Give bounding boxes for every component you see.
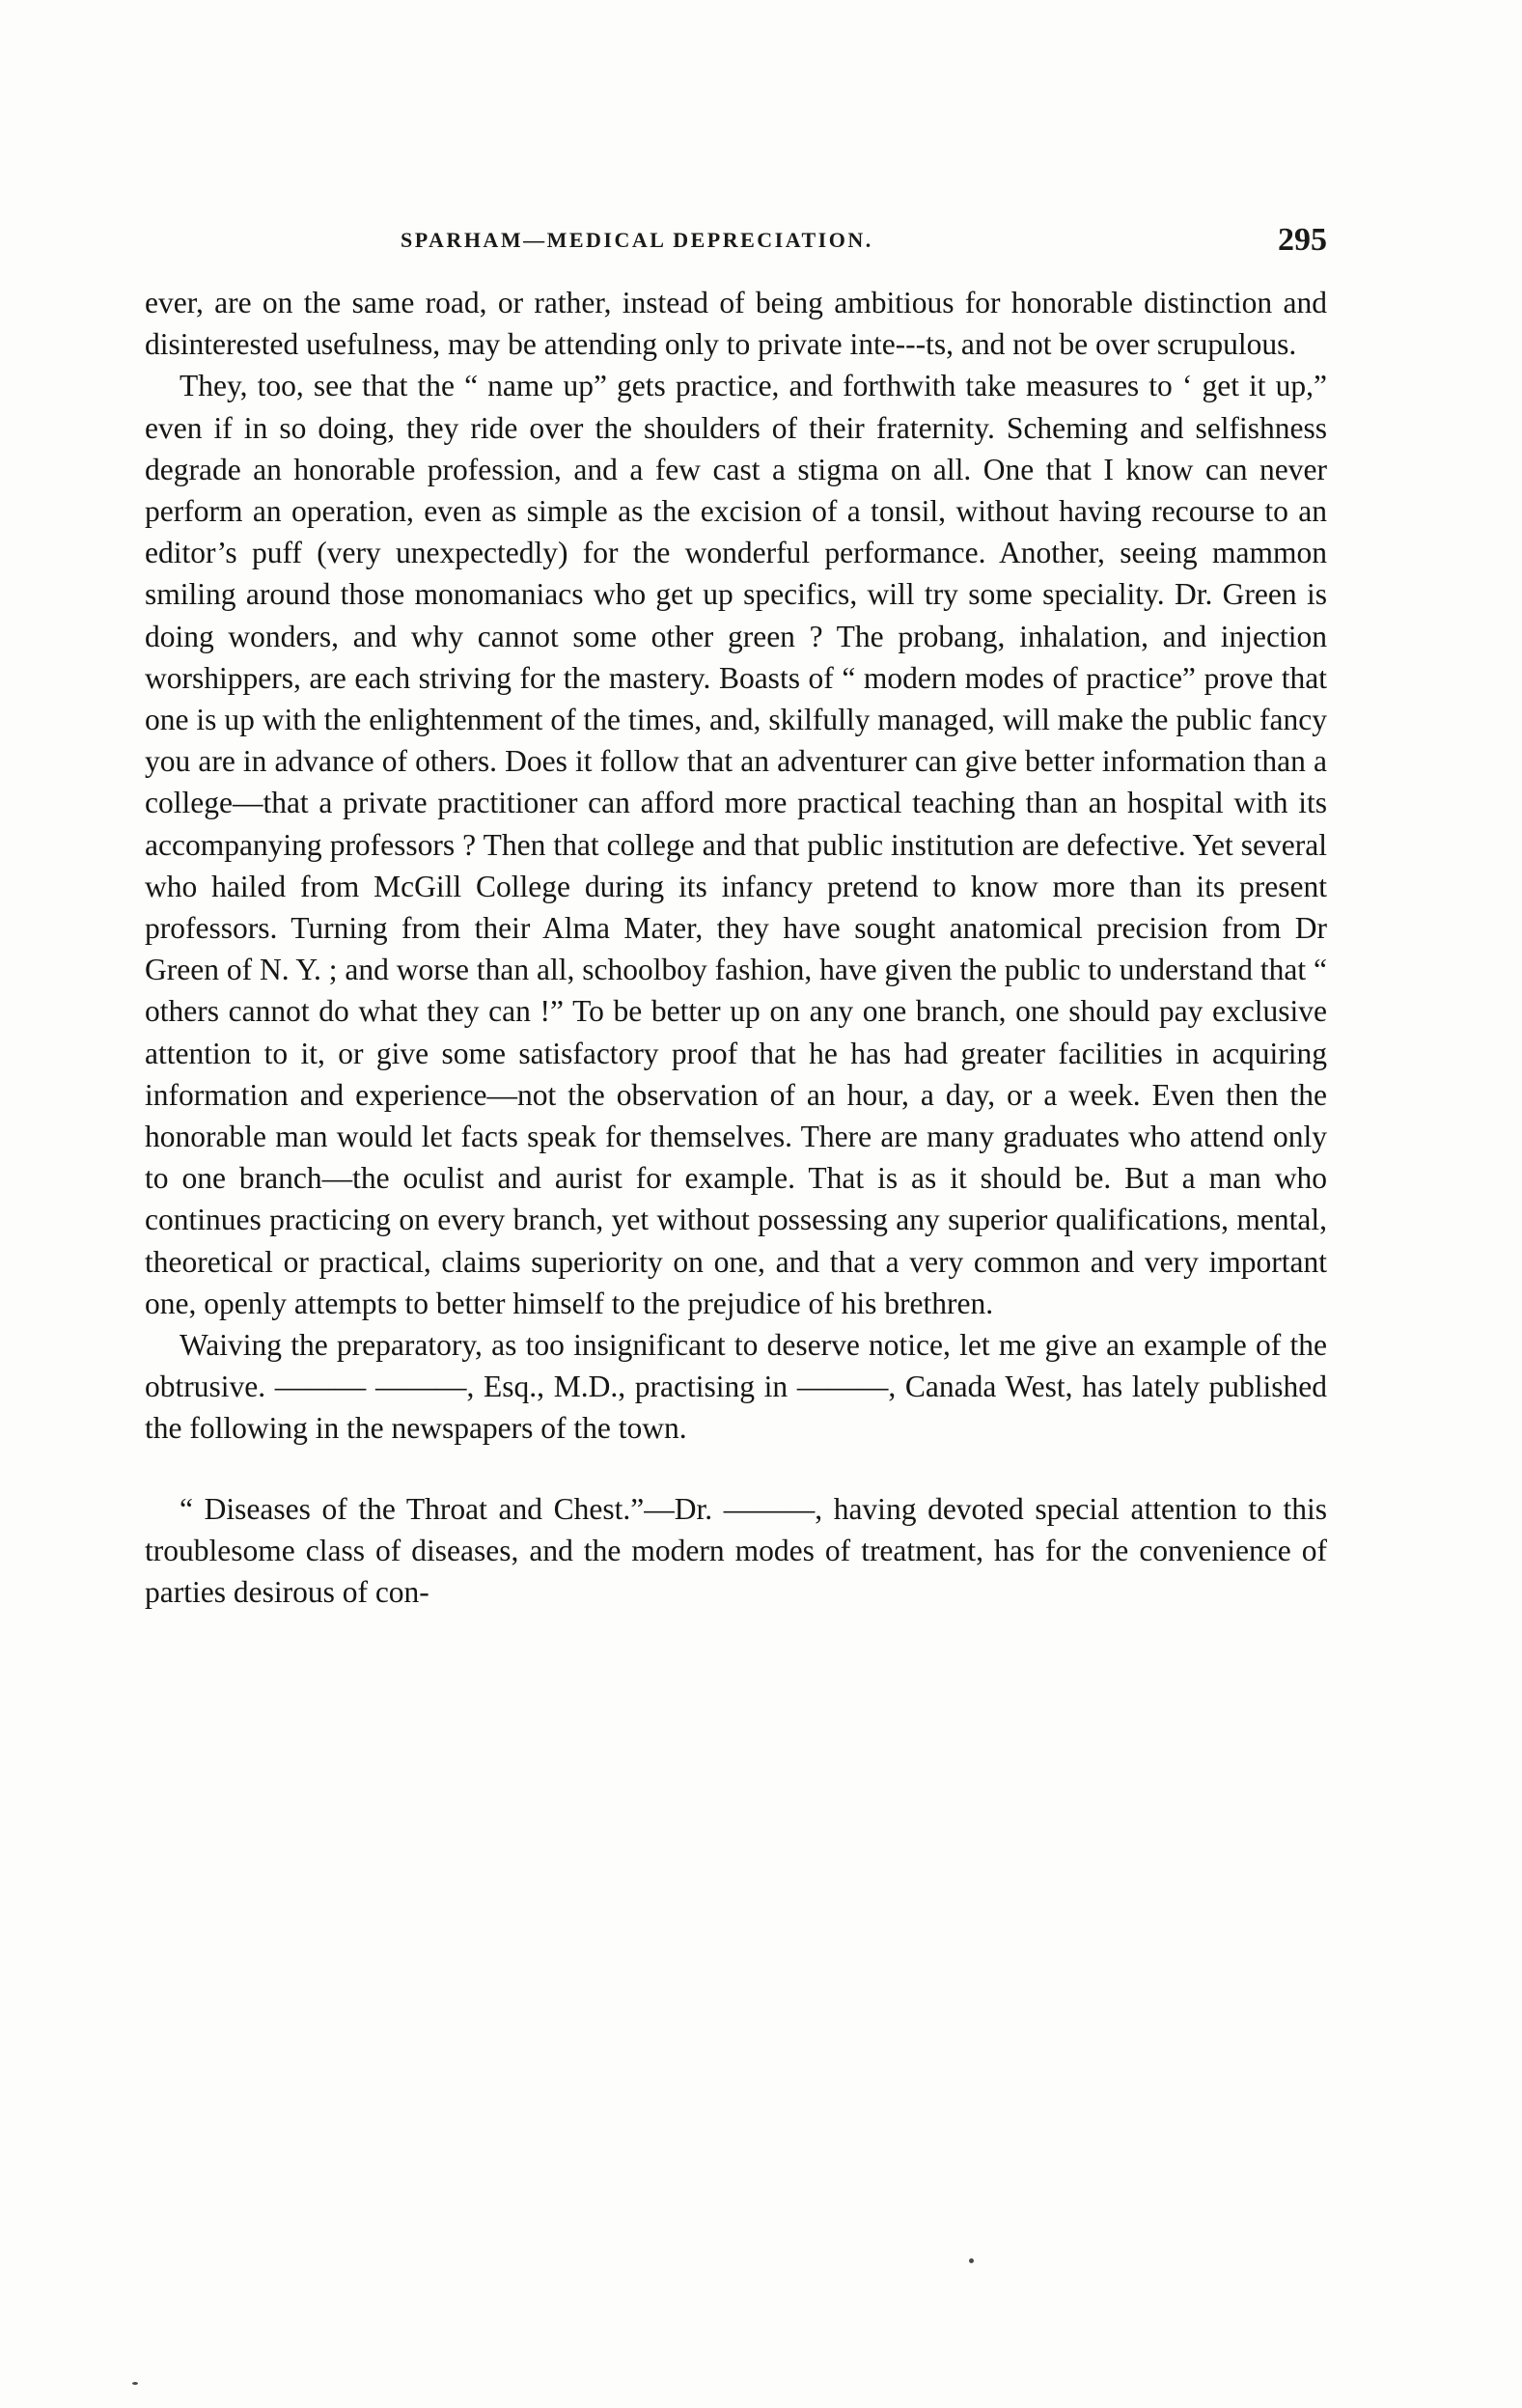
paragraph-continuation: ever, are on the same road, or rather, instead of being ambitious for honorable distinction and disinterested usefulness, may be attending only to private inte-‑-ts, and not be over scrupulous.: [145, 286, 1327, 362]
paragraph-waiving: Waiving the preparatory, as too insignificant to deserve notice, let me give an example of the obtrusive. ——— ———, Esq., M.D., practising in ———, Canada West, has lately published the following in the newspapers of the town.: [145, 1328, 1327, 1446]
print-speck: [132, 2382, 138, 2385]
running-title: SPARHAM—MEDICAL DEPRECIATION.: [401, 228, 873, 252]
body-text: [145, 282, 1327, 1613]
print-speck: [969, 2258, 974, 2263]
paragraph-name-up: They, too, see that the “ name up” gets practice, and forthwith take measures to ‘ get it up,” even if in so doing, they ride over the shoulders of their fraternity. Scheming and selfishness degrade an honorable profession, and a few cast a stigma on all. One that I know can never perform an operation, even as simple as the excision of a tonsil, without having recourse to an editor’s puff (very unexpectedly) for the wonderful performance. Another, seeing mammon smiling around those monomaniacs who get up specifics, will try some speciality. Dr. Green is doing wonders, and why cannot some other green ? The probang, inhalation, and injection worshippers, are each striving for the mastery. Boasts of “ modern modes of practice” prove that one is up with the enlightenment of the times, and, skilfully managed, will make the public fancy you are in advance of others. Does it follow that an adventurer can give better information than a college—that a private practitioner can afford more practical teaching than an hospital with its accompanying professors ? Then that college and that public institution are defective. Yet several who hailed from McGill College during its infancy pretend to know more than its present professors. Turning from their Alma Mater, they have sought anatomical precision from Dr Green of N. Y. ; and worse than all, schoolboy fashion, have given the public to understand that “ others cannot do what they can !” To be better up on any one branch, one should pay exclusive attention to it, or give some satisfactory proof that he has had greater facilities in acquiring information and experience—not the observation of an hour, a day, or a week. Even then the honorable man would let facts speak for themselves. There are many graduates who attend only to one branch—the oculist and aurist for example. That is as it should be. But a man who continues practicing on every branch, yet without possessing any superior qualifications, mental, theoretical or practical, claims superiority on one, and that a very common and very important one, openly attempts to better himself to the prejudice of his brethren.: [145, 369, 1327, 1320]
page-number: 295: [1278, 222, 1327, 258]
paragraph-quoted-advertisement: “ Diseases of the Throat and Chest.”—Dr. ———, having devoted special attention to this troublesome class of diseases, and the modern modes of treatment, has for the convenience of parties desirous of con-: [145, 1491, 1327, 1610]
running-head: [401, 222, 1327, 261]
